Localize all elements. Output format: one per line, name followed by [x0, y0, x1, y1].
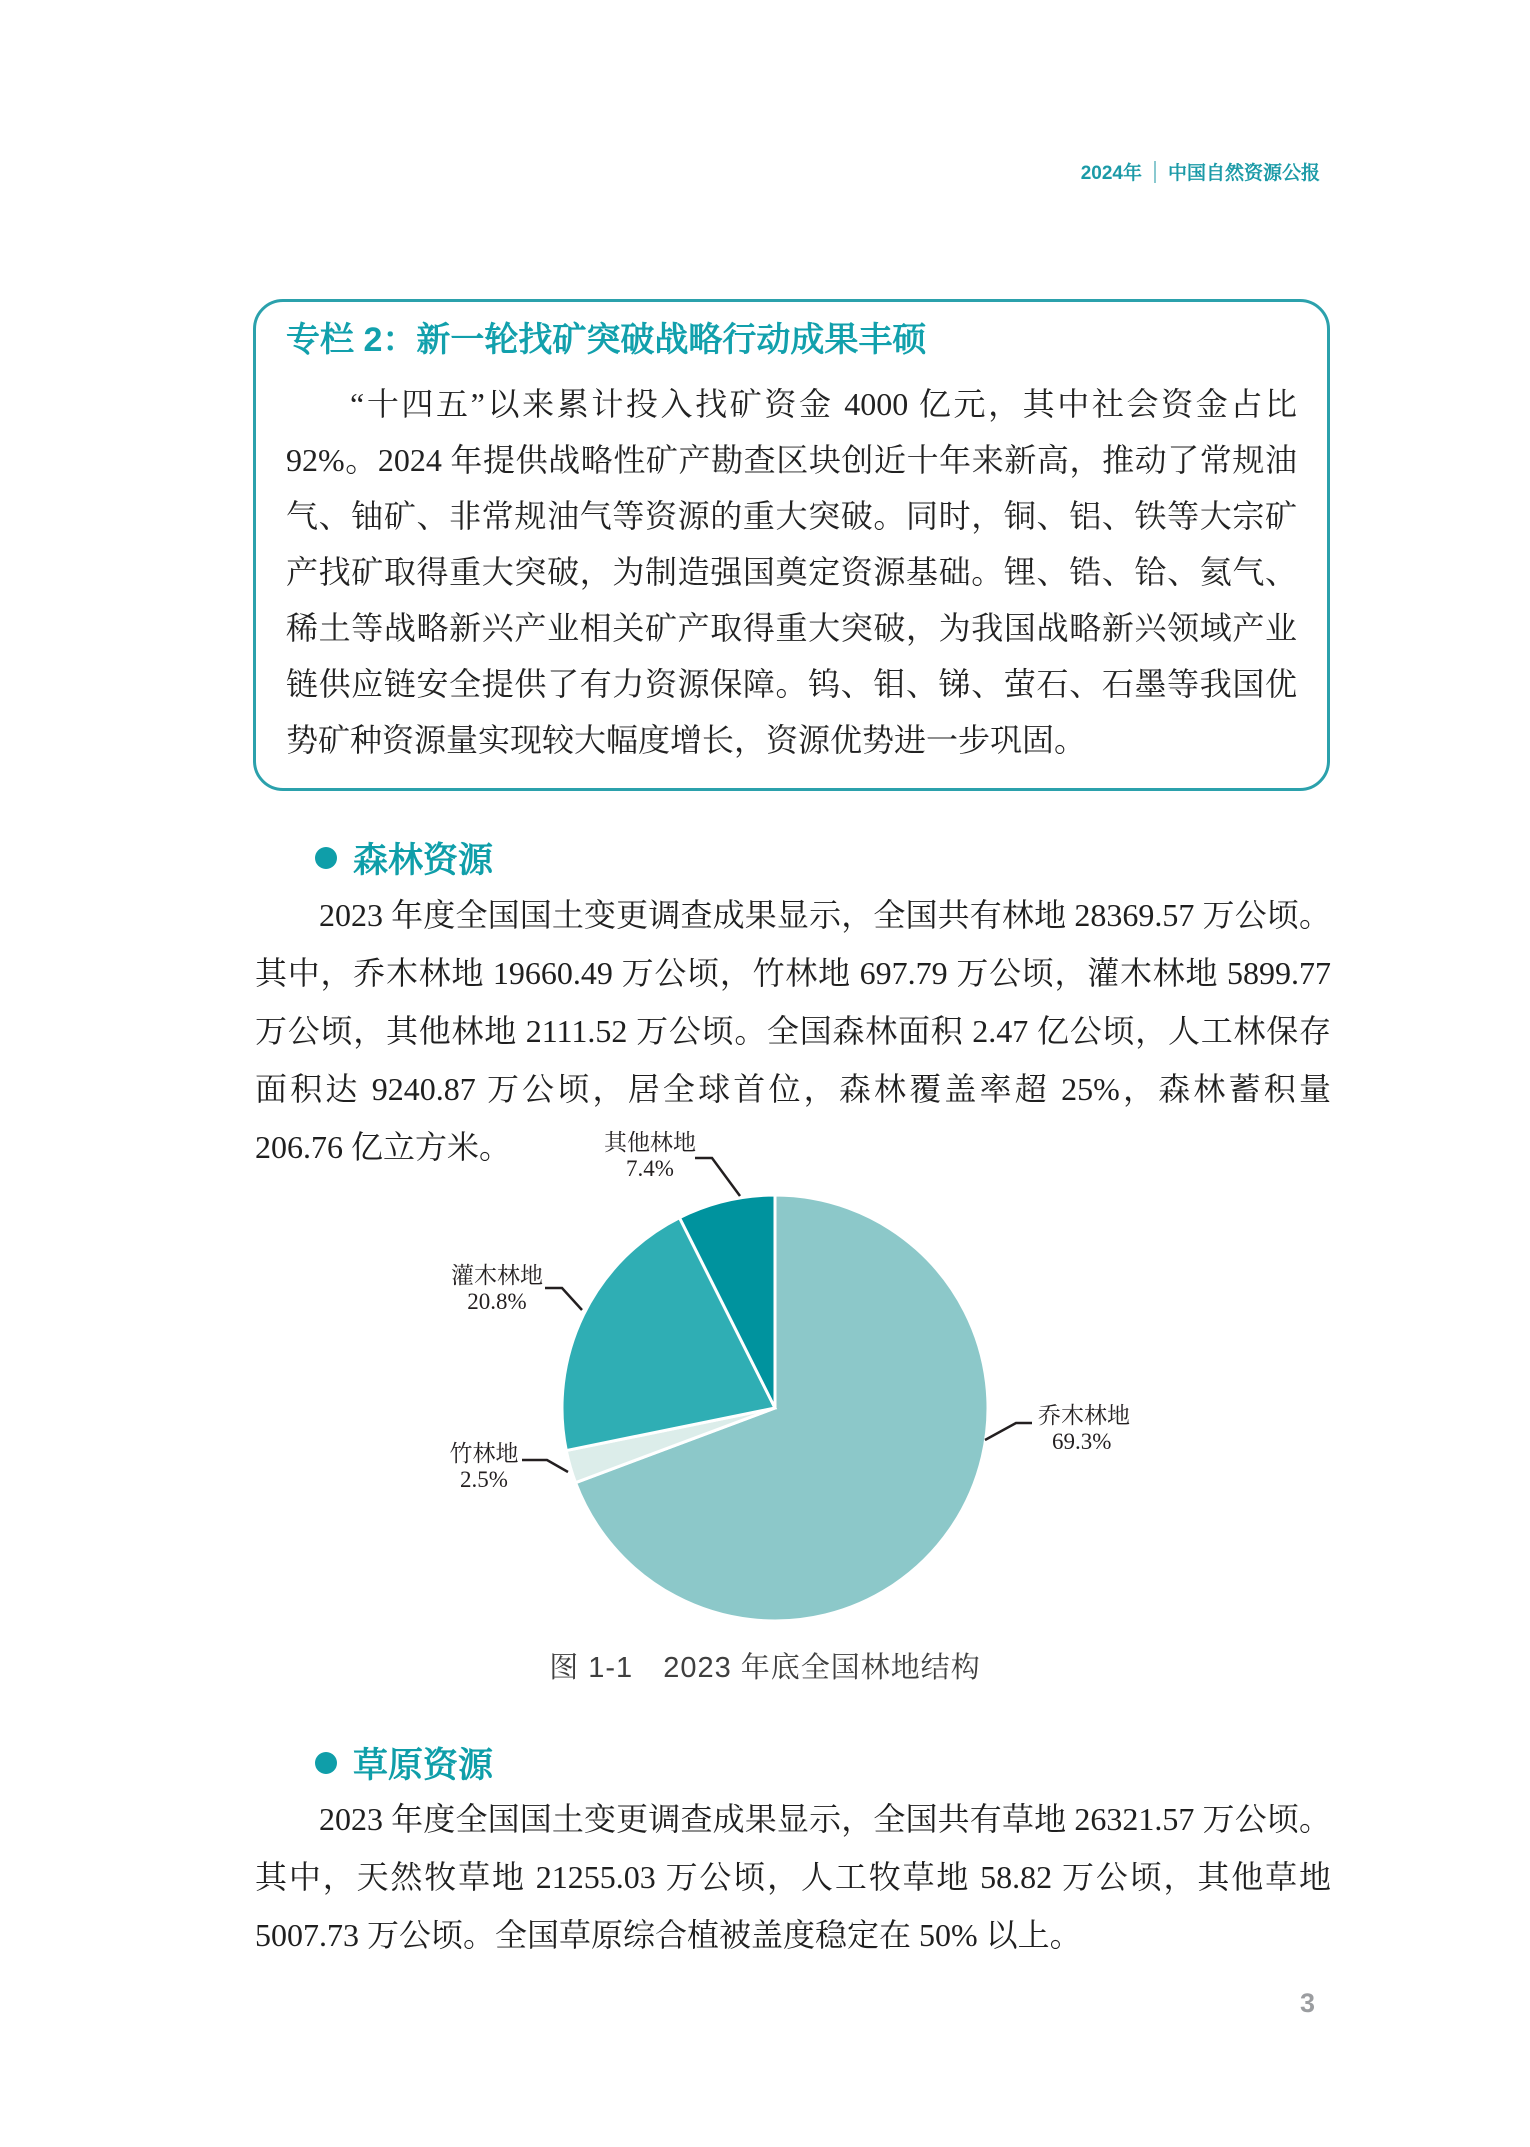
header-year: 2024年: [1080, 163, 1142, 184]
callout-box-title: 专栏 2：新一轮找矿突破战略行动成果丰硕: [286, 321, 927, 359]
callout-box-body: “十四五”以来累计投入找矿资金 4000 亿元，其中社会资金占比 92%。2024 年提供战略性矿产勘查区块创近十年来新高，推动了常规油气、铀矿、非常规油气等资源的重大突破。同时，铜、铝、铁等大宗矿产找矿取得重大突破，为制造强国奠定资源基础。锂、锆、铪、氦气、稀土等战略新兴产业相关矿产取得重大突破，为我国战略新兴领域产业链供应链安全提供了有力资源保障。钨、钼、锑、萤石、石墨等我国优势矿种资源量实现较大幅度增长，资源优势进一步巩固。: [286, 386, 1297, 759]
pie-label-arbor-pct: 69.3%: [1052, 1429, 1112, 1454]
pie-label-shrub-name: 灌木林地: [451, 1263, 543, 1288]
pie-chart-forest-land-structure: [0, 1120, 1530, 1665]
pie-label-other-name: 其他林地: [604, 1130, 696, 1155]
leader-line-shrub: [545, 1288, 582, 1310]
figure-caption: 图 1-1 2023 年底全国林地结构: [549, 1652, 981, 1684]
grassland-heading-label: 草原资源: [353, 1746, 494, 1785]
bullet-icon: [315, 847, 337, 869]
header-divider: [1154, 161, 1156, 183]
pie-label-bamboo-name: 竹林地: [449, 1441, 519, 1466]
pie-label-other-pct: 7.4%: [626, 1156, 674, 1181]
callout-box-mineral-exploration: [253, 299, 1330, 791]
pie-label-shrub-pct: 20.8%: [467, 1289, 527, 1314]
pie-label-arbor-name: 乔木林地: [1038, 1403, 1130, 1428]
forest-heading-label: 森林资源: [353, 841, 494, 880]
pie-chart-svg: [0, 1120, 1530, 1665]
bullet-icon: [315, 1752, 337, 1774]
pie-slices: [562, 1195, 988, 1621]
header-report-title: 中国自然资源公报: [1167, 163, 1320, 184]
leader-line-bamboo: [522, 1460, 568, 1472]
section-heading-grassland: [315, 1738, 493, 1788]
grassland-paragraph: 2023 年度全国国土变更调查成果显示，全国共有草地 26321.57 万公顷。其中，天然牧草地 21255.03 万公顷，人工牧草地 58.82 万公顷，其他草地 5007.73 万公顷。全国草原综合植被盖度稳定在 50% 以上。: [255, 1801, 1331, 1953]
page-header: [1081, 158, 1320, 185]
pie-label-bamboo-pct: 2.5%: [460, 1467, 508, 1492]
page-number: 3: [1300, 1988, 1316, 2018]
leader-line-arbor: [985, 1423, 1032, 1440]
section-heading-forest: [315, 833, 493, 883]
leader-line-other: [695, 1158, 740, 1196]
forest-paragraph: 2023 年度全国国土变更调查成果显示，全国共有林地 28369.57 万公顷。其中，乔木林地 19660.49 万公顷，竹林地 697.79 万公顷，灌木林地 5899.77 万公顷，其他林地 2111.52 万公顷。全国森林面积 2.47 亿公顷，人工林保存面积达 9240.87 万公顷，居全球首位，森林覆盖率超 25%，森林蓄积量 206.76 亿立方米。: [255, 897, 1331, 1165]
